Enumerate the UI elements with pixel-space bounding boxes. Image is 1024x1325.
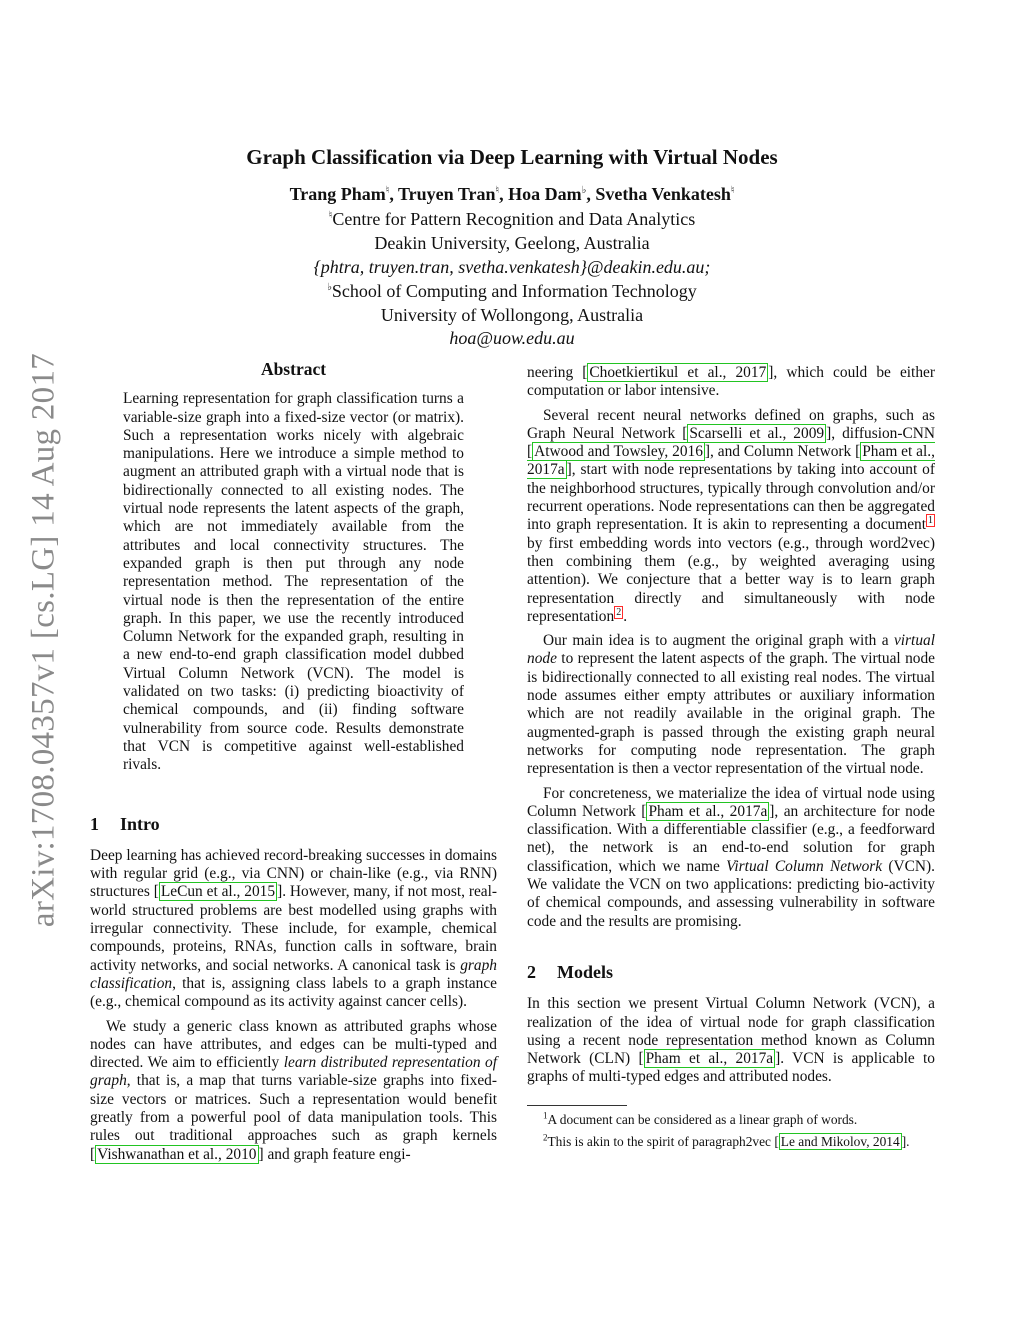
email-uow: hoa@uow.edu.au: [449, 328, 575, 348]
right-column: [527, 364, 935, 1157]
section-2-heading: 2 Models: [527, 961, 613, 982]
affiliation-1: ♮Centre for Pattern Recognition and Data Analytics: [328, 209, 696, 229]
citation-vishwanathan[interactable]: Vishwanathan et al., 2010: [97, 1145, 257, 1163]
citation-pham-2[interactable]: Pham et al., 2017a: [648, 802, 768, 820]
citation-pham-3[interactable]: Pham et al., 2017a: [645, 1050, 774, 1068]
author-list: Trang Pham♮, Truyen Tran♮, Hoa Dam♭, Svetha Venkatesh♮: [289, 184, 735, 204]
citation-choetkiertikul[interactable]: Choetkiertikul et al., 2017: [589, 364, 767, 381]
footnote-rule: [527, 1105, 627, 1106]
citation-pham-1[interactable]: Pham et al., 2017a: [527, 443, 935, 479]
citation-le-mikolov[interactable]: Le and Mikolov, 2014: [780, 1134, 900, 1150]
models-paragraph-1: In this section we present Virtual Column Network (VCN), a realization of the idea of virtual node for graph classification using a recent node representation method known as Column Network (CLN) [ Pham et al., 2017a ]. VCN is applicable to graphs of multi-typed edges and attributed nodes.: [527, 995, 935, 1086]
section-1-heading: 1 Intro: [90, 813, 160, 834]
right-paragraph-3: Our main idea is to augment the original graph with a virtual node to represent the latent aspects of the graph. The virtual node is bidirectionally connected to all existing real nodes. The virtual node assumes either empty attributes or auxiliary information which are not readily available in the original graph. The augmented-graph is passed through the existing graph neural networks for computing node representation. The graph representation is then a vector representation of the virtual node.: [527, 632, 935, 778]
intro-paragraph-1: Deep learning has achieved record-breaking successes in domains with regular grid (e.g., via CNN) or chain-like (e.g., via RNN) structures [ LeCun et al., 2015 ]. However, many, if not most, real-world structured problems are best modelled using graphs with irregular connectivity. These include, for example, chemical compounds, proteins, RNAs, function calls in software, brain activity networks, and social networks. A canonical task is graph classification, that is, assigning class labels to a graph instance (e.g., chemical compound as its activity against cancer cells).: [90, 846, 498, 1011]
citation-atwood[interactable]: Atwood and Towsley, 2016: [534, 443, 703, 461]
intro-paragraph-2: We study a generic class known as attributed graphs whose nodes can have attributes, and edges can be multi-typed and directed. We aim to efficiently learn distributed representation of graph, that is, a map that turns variable-size graphs into fixed-size vectors or matrices. Such a representation would benefit greatly from a powerful pool of data manipulation tools. This rules out traditional approaches such as graph kernels [ Vishwanathan et al., 2010 ] and graph feature engi-: [90, 1017, 497, 1163]
right-paragraph-2: Several recent neural networks defined on graphs, such as Graph Neural Network [ Scarselli et al., 2009 ], diffusion-CNN [ Atwood and Towsley, 2016 ], and Column Network [ Pham et al., 2017a ], start with node representations by taking into account of the neighborhood structures, typically through convolution and/or recurrent operations. Node representations can then be aggregated into graph representation. It is akin to representing a document $^1$ by first embedding words into vectors (e.g., through word2vec) then combining them (e.g., by weighted averaging using attention). We conjecture that a better way is to learn graph representation directly and simultaneously with node representation $^2$ .: [527, 406, 935, 625]
author-3: Hoa Dam: [508, 184, 582, 204]
email-deakin: {phtra, truyen.tran, svetha.venkatesh}@deakin.edu.au;: [313, 257, 711, 277]
arxiv-stamp-text: arXiv:1708.04357v1 [cs.LG] 14 Aug 2017: [25, 352, 62, 928]
right-paragraph-1: neering [ Choetkiertikul et al., 2017 ], which could be either computation or labor intensive.: [527, 364, 935, 400]
author-4: Svetha Venkatesh: [595, 184, 731, 204]
affiliation-4: University of Wollongong, Australia: [380, 305, 644, 325]
affiliation-2: Deakin University, Geelong, Australia: [374, 233, 650, 253]
abstract-text: Learning representation for graph classification turns a variable-size graph into a fixed-size vector (or matrix). Such a representation works nicely with algebraic manipulations. Here we introduce a simple method to augment an attributed graph with a virtual node that is bidirectionally connected to all existing nodes. The virtual node represents the latent aspects of the graph, which are not immediately available from the attributes and local connectivity structures. The expanded graph is then put through any node representation method. The representation of the virtual node is then the representation of the entire graph. In this paper, we use the recently introduced Column Network for the expanded graph, resulting in a new end-to-end graph classification model dubbed Virtual Column Network (VCN). The model is validated on two tasks: (i) predicting bioactivity of chemical compounds, and (ii) finding software vulnerability from source code. Results demonstrate that VCN is competitive against well-established rivals.: [123, 390, 464, 774]
citation-scarselli[interactable]: Scarselli et al., 2009: [689, 424, 825, 442]
left-column: [90, 360, 497, 1170]
footnote-ref-2[interactable]: 2: [616, 606, 622, 618]
author-1: Trang Pham: [289, 184, 386, 204]
right-paragraph-4: For concreteness, we materialize the idea of virtual node using Column Network [ Pham et al., 2017a ], an architecture for node classification. With a differentiable classifier (e.g., a feedforward net), the network is an end-to-end solution for graph classification, which we name Virtual Column Network (VCN). We validate the VCN on two applications: predicting bio-activity of chemical compounds, and assessing vulnerability in software code and the results are promising.: [527, 784, 936, 930]
footnote-2: $^2$This is akin to the spirit of paragraph2vec [ Le and Mikolov, 2014 ].: [543, 1132, 910, 1150]
citation-lecun[interactable]: LeCun et al., 2015: [160, 883, 276, 901]
footnote-1: $^1$A document can be considered as a linear graph of words.: [543, 1110, 858, 1127]
abstract-heading: Abstract: [260, 359, 327, 379]
paper-title: Graph Classification via Deep Learning with Virtual Nodes: [246, 145, 778, 169]
author-2: Truyen Tran: [398, 184, 496, 204]
affiliation-3: ♭School of Computing and Information Technology: [327, 281, 697, 301]
footnote-ref-1[interactable]: 1: [928, 515, 933, 527]
